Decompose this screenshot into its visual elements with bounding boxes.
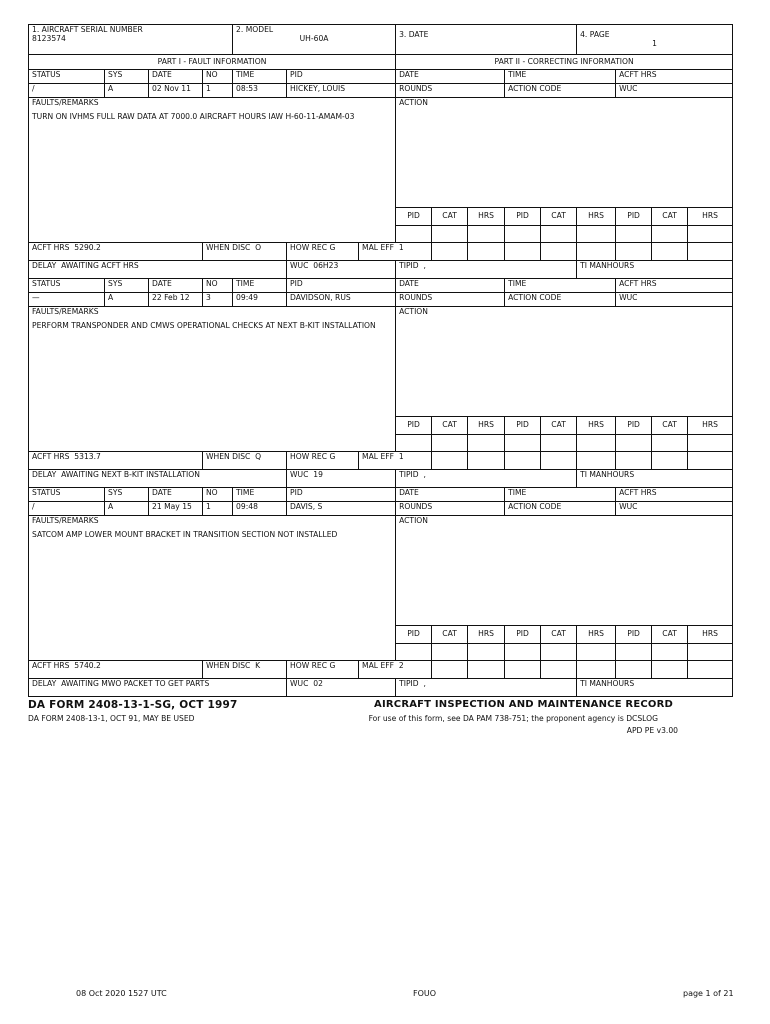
sys-label: SYS (105, 70, 149, 84)
pid-col-label: PID (505, 208, 541, 225)
cat-col-label: CAT (652, 626, 688, 643)
fault-no-value: 1 (203, 502, 233, 516)
pid-entry[interactable] (616, 225, 652, 242)
action-label: ACTION (399, 516, 428, 525)
blank-cell (505, 452, 541, 470)
correct-acft-hrs-label: ACFT HRS (616, 70, 733, 84)
acft-hrs-cell (29, 661, 203, 679)
cat-col-label: CAT (541, 626, 577, 643)
wuc-label: WUC (290, 261, 309, 270)
when-disc-label: WHEN DISC (206, 661, 251, 670)
hrs-entry[interactable] (688, 434, 733, 451)
cat-entry[interactable] (541, 225, 577, 242)
date-label: DATE (149, 488, 203, 502)
action-cell (396, 98, 733, 208)
acft-hrs-value: 5313.7 (74, 452, 101, 461)
hrs-entry[interactable] (468, 643, 505, 660)
rounds-label: ROUNDS (396, 502, 505, 516)
pid-col-label: PID (396, 208, 432, 225)
when-disc-value: Q (255, 452, 262, 461)
pid-col-label: PID (616, 626, 652, 643)
cat-entry[interactable] (652, 225, 688, 242)
how-rec-label: HOW REC (290, 452, 328, 461)
no-label: NO (203, 488, 233, 502)
ti-manhours-label: TI MANHOURS (580, 470, 635, 479)
tipid-cell (396, 261, 577, 279)
faults-remarks-text: SATCOM AMP LOWER MOUNT BRACKET IN TRANSITION SECTION NOT INSTALLED (32, 529, 338, 539)
when-disc-cell (203, 661, 287, 679)
wuc-value: 02 (313, 679, 323, 688)
wuc-label: WUC (290, 679, 309, 688)
acft-hrs-value: 5290.2 (74, 243, 101, 252)
action-code-label: ACTION CODE (505, 502, 616, 516)
cat-entry[interactable] (541, 434, 577, 451)
faults-remarks-label: FAULTS/REMARKS (32, 516, 99, 525)
action-code-label: ACTION CODE (505, 84, 616, 98)
cat-col-label: CAT (652, 208, 688, 225)
mal-eff-value: 1 (398, 452, 404, 461)
pid-label: PID (287, 488, 396, 502)
delay-cell (29, 470, 287, 488)
correct-date-label: DATE (396, 488, 505, 502)
delay-cell (29, 679, 287, 697)
when-disc-cell (203, 243, 287, 261)
faults-remarks-cell (29, 98, 396, 243)
how-rec-value: G (329, 661, 336, 670)
mal-eff-label: MAL EFF (362, 452, 394, 461)
pid-col-label: PID (505, 626, 541, 643)
fault-pid-value: HICKEY, LOUIS (287, 84, 396, 98)
mal-eff-cell (359, 243, 432, 261)
mal-eff-cell (359, 452, 432, 470)
part1-heading: PART I - FAULT INFORMATION (29, 55, 396, 70)
pid-entry[interactable] (505, 225, 541, 242)
correct-date-label: DATE (396, 279, 505, 293)
fault-no-value: 3 (203, 293, 233, 307)
rounds-label: ROUNDS (396, 293, 505, 307)
pid-entry[interactable] (396, 434, 432, 451)
correct-time-label: TIME (505, 279, 616, 293)
status-value: / (29, 84, 105, 98)
blank-cell (432, 243, 468, 261)
hrs-col-label: HRS (577, 208, 616, 225)
serial-number-cell (29, 25, 233, 55)
hrs-col-label: HRS (688, 626, 733, 643)
status-label: STATUS (29, 488, 105, 502)
cat-col-label: CAT (652, 417, 688, 434)
wuc-label: WUC (290, 470, 309, 479)
how-rec-label: HOW REC (290, 661, 328, 670)
blank-cell (688, 452, 733, 470)
mal-eff-label: MAL EFF (362, 661, 394, 670)
action-label: ACTION (399, 307, 428, 316)
page-value: 1 (652, 38, 657, 48)
status-value: / (29, 502, 105, 516)
hrs-entry[interactable] (468, 434, 505, 451)
delay-value: AWAITING MWO PACKET TO GET PARTS (61, 679, 210, 688)
faults-remarks-label: FAULTS/REMARKS (32, 307, 99, 316)
rounds-label: ROUNDS (396, 84, 505, 98)
blank-cell (541, 661, 577, 679)
hrs-entry[interactable] (688, 643, 733, 660)
form-use-note: For use of this form, see DA PAM 738-751; the proponent agency is DCSLOG (368, 714, 658, 723)
print-timestamp: 08 Oct 2020 1527 UTC (76, 989, 167, 998)
blank-cell (577, 243, 616, 261)
ti-manhours-cell (577, 261, 733, 279)
pid-col-label: PID (616, 417, 652, 434)
tipid-cell (396, 679, 577, 697)
pid-entry[interactable] (396, 225, 432, 242)
date-label: DATE (149, 70, 203, 84)
cat-entry[interactable] (432, 225, 468, 242)
when-disc-label: WHEN DISC (206, 243, 251, 252)
time-label: TIME (233, 488, 287, 502)
blank-cell (468, 452, 505, 470)
how-rec-value: G (329, 243, 336, 252)
hrs-col-label: HRS (688, 208, 733, 225)
correct-time-label: TIME (505, 70, 616, 84)
blank-cell (652, 452, 688, 470)
faults-remarks-cell (29, 516, 396, 661)
acft-hrs-label: ACFT HRS (32, 661, 70, 670)
blank-cell (468, 661, 505, 679)
tipid-value: , (423, 261, 426, 270)
blank-cell (616, 243, 652, 261)
blank-cell (688, 243, 733, 261)
acft-hrs-cell (29, 452, 203, 470)
pid-label: PID (287, 279, 396, 293)
acft-hrs-cell (29, 243, 203, 261)
status-label: STATUS (29, 70, 105, 84)
tipid-value: , (423, 679, 426, 688)
no-label: NO (203, 279, 233, 293)
hrs-entry[interactable] (577, 225, 616, 242)
time-label: TIME (233, 279, 287, 293)
blank-cell (432, 661, 468, 679)
blank-cell (468, 243, 505, 261)
pid-col-label: PID (616, 208, 652, 225)
action-code-label: ACTION CODE (505, 293, 616, 307)
blank-cell (616, 452, 652, 470)
blank-cell (652, 243, 688, 261)
time-label: TIME (233, 70, 287, 84)
hrs-entry[interactable] (577, 643, 616, 660)
tipid-value: , (423, 470, 426, 479)
how-rec-cell (287, 661, 359, 679)
page-label: 4. PAGE (580, 30, 610, 39)
ti-manhours-cell (577, 470, 733, 488)
hrs-col-label: HRS (468, 208, 505, 225)
correct-date-label: DATE (396, 70, 505, 84)
fault-time-value: 09:48 (233, 502, 287, 516)
how-rec-cell (287, 243, 359, 261)
sys-label: SYS (105, 488, 149, 502)
ti-manhours-cell (577, 679, 733, 697)
cat-col-label: CAT (432, 208, 468, 225)
faults-remarks-text: TURN ON IVHMS FULL RAW DATA AT 7000.0 AIRCRAFT HOURS IAW H-60-11-AMAM-03 (32, 111, 355, 121)
fault-time-value: 08:53 (233, 84, 287, 98)
wuc-cell (287, 679, 396, 697)
status-value: — (29, 293, 105, 307)
mal-eff-value: 2 (398, 661, 404, 670)
hrs-col-label: HRS (468, 417, 505, 434)
mal-eff-label: MAL EFF (362, 243, 394, 252)
ti-manhours-label: TI MANHOURS (580, 679, 635, 688)
acft-hrs-label: ACFT HRS (32, 452, 70, 461)
when-disc-value: O (255, 243, 262, 252)
pid-entry[interactable] (396, 643, 432, 660)
hrs-col-label: HRS (468, 626, 505, 643)
hrs-col-label: HRS (577, 626, 616, 643)
acft-hrs-label: ACFT HRS (32, 243, 70, 252)
pid-entry[interactable] (616, 643, 652, 660)
pid-col-label: PID (396, 626, 432, 643)
cat-col-label: CAT (432, 417, 468, 434)
tipid-label: TIPID (399, 261, 419, 270)
cat-entry[interactable] (432, 434, 468, 451)
faults-remarks-text: PERFORM TRANSPONDER AND CMWS OPERATIONAL CHECKS AT NEXT B-KIT INSTALLATION (32, 320, 376, 330)
cat-entry[interactable] (432, 643, 468, 660)
action-cell (396, 307, 733, 417)
form-footer (28, 699, 688, 735)
pid-label: PID (287, 70, 396, 84)
blank-cell (577, 661, 616, 679)
pid-entry[interactable] (505, 643, 541, 660)
blank-cell (616, 661, 652, 679)
sys-value: A (105, 84, 149, 98)
form-title: AIRCRAFT INSPECTION AND MAINTENANCE RECORD (374, 699, 673, 710)
faults-remarks-label: FAULTS/REMARKS (32, 98, 99, 107)
hrs-col-label: HRS (577, 417, 616, 434)
correct-time-label: TIME (505, 488, 616, 502)
correct-acft-hrs-label: ACFT HRS (616, 488, 733, 502)
delay-value: AWAITING NEXT B-KIT INSTALLATION (61, 470, 200, 479)
blank-cell (652, 661, 688, 679)
cat-col-label: CAT (432, 626, 468, 643)
page-number: page 1 of 21 (683, 989, 734, 998)
cat-entry[interactable] (541, 643, 577, 660)
hrs-entry[interactable] (468, 225, 505, 242)
delay-label: DELAY (32, 470, 57, 479)
blank-cell (688, 661, 733, 679)
when-disc-cell (203, 452, 287, 470)
serial-number-label: 1. AIRCRAFT SERIAL NUMBER (32, 25, 143, 34)
blank-cell (505, 661, 541, 679)
form-name: DA FORM 2408-13-1-SG, OCT 1997 (28, 699, 238, 711)
hrs-entry[interactable] (688, 225, 733, 242)
blank-cell (541, 243, 577, 261)
wuc-label: WUC (616, 293, 733, 307)
how-rec-cell (287, 452, 359, 470)
hrs-entry[interactable] (577, 434, 616, 451)
fault-pid-value: DAVIS, S (287, 502, 396, 516)
blank-cell (432, 452, 468, 470)
security-marking: FOUO (413, 989, 437, 998)
form-version: APD PE v3.00 (626, 726, 678, 735)
wuc-cell (287, 261, 396, 279)
fault-time-value: 09:49 (233, 293, 287, 307)
model-label: 2. MODEL (236, 25, 274, 34)
blank-cell (505, 243, 541, 261)
correct-acft-hrs-label: ACFT HRS (616, 279, 733, 293)
pid-entry[interactable] (505, 434, 541, 451)
fault-date-value: 02 Nov 11 (149, 84, 203, 98)
delay-label: DELAY (32, 261, 57, 270)
wuc-value: 19 (313, 470, 323, 479)
sys-label: SYS (105, 279, 149, 293)
delay-cell (29, 261, 287, 279)
cat-col-label: CAT (541, 417, 577, 434)
mal-eff-cell (359, 661, 432, 679)
mal-eff-value: 1 (398, 243, 404, 252)
page-cell (577, 25, 733, 55)
tipid-label: TIPID (399, 470, 419, 479)
when-disc-label: WHEN DISC (206, 452, 251, 461)
fault-date-value: 22 Feb 12 (149, 293, 203, 307)
form-grid (28, 24, 733, 697)
sys-value: A (105, 293, 149, 307)
pid-entry[interactable] (616, 434, 652, 451)
wuc-label: WUC (616, 502, 733, 516)
wuc-value: 06H23 (313, 261, 339, 270)
tipid-cell (396, 470, 577, 488)
no-label: NO (203, 70, 233, 84)
form-previous-edition: DA FORM 2408-13-1, OCT 91, MAY BE USED (28, 714, 195, 723)
date-label: DATE (149, 279, 203, 293)
sys-value: A (105, 502, 149, 516)
pid-col-label: PID (396, 417, 432, 434)
cat-entry[interactable] (652, 643, 688, 660)
wuc-label: WUC (616, 84, 733, 98)
when-disc-value: K (255, 661, 261, 670)
cat-entry[interactable] (652, 434, 688, 451)
tipid-label: TIPID (399, 679, 419, 688)
action-cell (396, 516, 733, 626)
delay-value: AWAITING ACFT HRS (61, 261, 139, 270)
fault-pid-value: DAVIDSON, RUS (287, 293, 396, 307)
model-cell (233, 25, 396, 55)
faults-remarks-cell (29, 307, 396, 452)
delay-label: DELAY (32, 679, 57, 688)
status-label: STATUS (29, 279, 105, 293)
blank-cell (577, 452, 616, 470)
how-rec-value: G (329, 452, 336, 461)
hrs-col-label: HRS (688, 417, 733, 434)
pid-col-label: PID (505, 417, 541, 434)
maintenance-record-form (28, 24, 718, 697)
model-value: UH-60A (299, 33, 329, 43)
ti-manhours-label: TI MANHOURS (580, 261, 635, 270)
action-label: ACTION (399, 98, 428, 107)
cat-col-label: CAT (541, 208, 577, 225)
date-label: 3. DATE (399, 30, 429, 39)
serial-number-value: 8123574 (32, 33, 66, 43)
fault-no-value: 1 (203, 84, 233, 98)
wuc-cell (287, 470, 396, 488)
fault-date-value: 21 May 15 (149, 502, 203, 516)
acft-hrs-value: 5740.2 (74, 661, 101, 670)
date-cell (396, 25, 577, 55)
blank-cell (541, 452, 577, 470)
how-rec-label: HOW REC (290, 243, 328, 252)
part2-heading: PART II - CORRECTING INFORMATION (396, 55, 733, 70)
